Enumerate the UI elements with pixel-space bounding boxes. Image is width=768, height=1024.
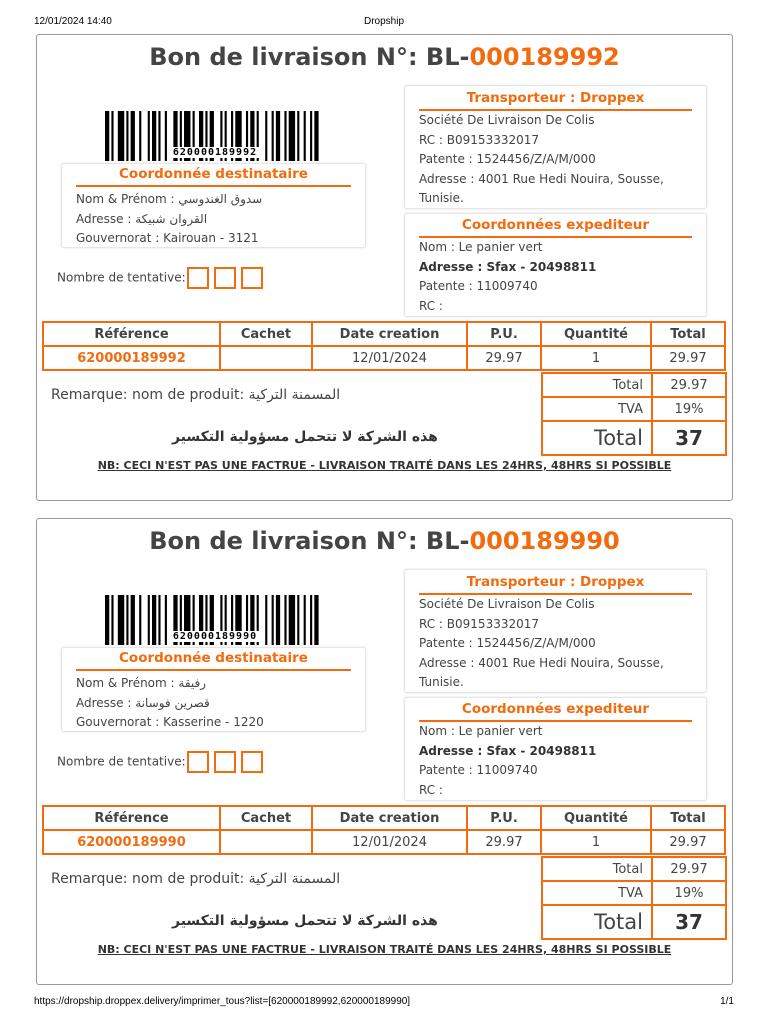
- table-row: [43, 346, 725, 370]
- sender-name: Nom : Le panier vert: [419, 724, 543, 738]
- sender-card: [404, 213, 707, 317]
- recipient-address: قصرين فوسانة: [135, 695, 210, 710]
- items-header-row: [43, 806, 725, 830]
- sender-patente: Patente : 11009740: [419, 763, 538, 777]
- recipient-address-line: Adresse : قصرين فوسانة: [76, 695, 210, 710]
- nb-notice: NB: CECI N'EST PAS UNE FACTRUE - LIVRAISON TRAITÉ DANS LES 24HRS, 48HRS SI POSSIBLE: [97, 943, 672, 956]
- recipient-gov: Kasserine - 1220: [163, 715, 264, 729]
- sender-address: Adresse : Sfax - 20498811: [419, 743, 597, 758]
- print-header: [0, 12, 768, 32]
- liability-notice: هذه الشركة لا تتحمل مسؤولية التكسير: [172, 429, 438, 445]
- col-reference: Référence: [43, 806, 220, 830]
- sender-title: Coordonnées expediteur: [419, 701, 692, 722]
- cell-cachet: [220, 346, 312, 370]
- carrier-card: [404, 85, 707, 209]
- print-title: Dropship: [363, 16, 405, 27]
- print-url: https://dropship.droppex.delivery/imprimer_tous?list=[620000189992,620000189990]: [34, 996, 411, 1007]
- carrier-line-2: RC : B09153332017: [419, 616, 540, 631]
- col-cachet: Cachet: [220, 322, 312, 346]
- items-table: [42, 321, 726, 371]
- barcode-number: 620000189992: [105, 147, 325, 158]
- carrier-line-4: Adresse : 4001 Rue Hedi Nouira, Sousse,: [419, 171, 664, 186]
- col-quantity: Quantité: [541, 322, 651, 346]
- carrier-line-3: Patente : 1524456/Z/A/M/000: [419, 152, 596, 166]
- recipient-gov: Kairouan - 3121: [163, 231, 259, 245]
- carrier-title: Transporteur : Droppex: [419, 90, 692, 111]
- attempt-checkbox-2[interactable]: [214, 267, 236, 289]
- page-number: 1/1: [720, 996, 734, 1007]
- barcode-number: 620000189990: [105, 631, 325, 642]
- remark: Remarque: nom de produit: المسمنة التركية: [51, 871, 341, 887]
- slip-number: 000189992: [469, 43, 620, 71]
- carrier-line-1: Société De Livraison De Colis: [419, 113, 595, 127]
- sender-title: Coordonnées expediteur: [419, 217, 692, 238]
- attempt-checkbox-3[interactable]: [241, 751, 263, 773]
- tva-label: TVA: [542, 881, 652, 905]
- carrier-line-3: Patente : 1524456/Z/A/M/000: [419, 636, 596, 650]
- recipient-address-line: Adresse : القروان شبيكة: [76, 211, 208, 226]
- grand-total-label: Total: [542, 905, 652, 939]
- carrier-line-4: Adresse : 4001 Rue Hedi Nouira, Sousse,: [419, 655, 664, 670]
- slip-title: [37, 527, 732, 555]
- cell-pu: 29.97: [467, 830, 541, 854]
- sender-rc: RC :: [419, 782, 443, 797]
- sender-patente: Patente : 11009740: [419, 279, 538, 293]
- recipient-gov-line: Gouvernorat : Kairouan - 3121: [76, 231, 259, 245]
- attempts-section: [57, 267, 268, 289]
- col-pu: P.U.: [467, 806, 541, 830]
- recipient-address: القروان شبيكة: [135, 211, 208, 226]
- slip-number: 000189990: [469, 527, 620, 555]
- cell-reference: 620000189990: [43, 830, 220, 854]
- totals-table: [541, 856, 727, 940]
- cell-quantity: 1: [541, 830, 651, 854]
- sender-rc: RC :: [419, 298, 443, 313]
- carrier-title: Transporteur : Droppex: [419, 574, 692, 595]
- grand-total-value: 37: [652, 421, 726, 455]
- table-row: [43, 830, 725, 854]
- sender-address: Adresse : Sfax - 20498811: [419, 259, 597, 274]
- grand-total-value: 37: [652, 905, 726, 939]
- recipient-name: سدوق الغندوسي: [178, 192, 263, 206]
- print-datetime: 12/01/2024 14:40: [34, 16, 112, 27]
- col-date: Date creation: [312, 806, 467, 830]
- recipient-card: [61, 647, 366, 732]
- cell-reference: 620000189992: [43, 346, 220, 370]
- items-header-row: [43, 322, 725, 346]
- cell-pu: 29.97: [467, 346, 541, 370]
- slip-title-prefix: Bon de livraison N°: BL-: [149, 43, 470, 71]
- col-total: Total: [651, 322, 725, 346]
- recipient-name: رفيقة: [178, 676, 207, 690]
- tva-value: 19%: [652, 397, 726, 421]
- recipient-name-line: Nom & Prénom : رفيقة: [76, 676, 207, 690]
- subtotal-value: 29.97: [652, 857, 726, 881]
- attempt-checkbox-1[interactable]: [187, 267, 209, 289]
- cell-total: 29.97: [651, 830, 725, 854]
- recipient-title: Coordonnée destinataire: [76, 650, 351, 671]
- grand-total-label: Total: [542, 421, 652, 455]
- carrier-line-1: Société De Livraison De Colis: [419, 597, 595, 611]
- recipient-name-line: Nom & Prénom : سدوق الغندوسي: [76, 192, 263, 206]
- cell-date: 12/01/2024: [312, 830, 467, 854]
- subtotal-label: Total: [542, 857, 652, 881]
- carrier-card: [404, 569, 707, 693]
- liability-notice: هذه الشركة لا تتحمل مسؤولية التكسير: [172, 913, 438, 929]
- remark: Remarque: nom de produit: المسمنة التركية: [51, 387, 341, 403]
- cell-quantity: 1: [541, 346, 651, 370]
- attempts-section: [57, 751, 268, 773]
- cell-date: 12/01/2024: [312, 346, 467, 370]
- col-date: Date creation: [312, 322, 467, 346]
- sender-name: Nom : Le panier vert: [419, 240, 543, 254]
- attempts-label: Nombre de tentative:: [57, 270, 186, 285]
- delivery-slip-2: [36, 518, 733, 985]
- slip-title: [37, 43, 732, 71]
- nb-notice: NB: CECI N'EST PAS UNE FACTRUE - LIVRAISON TRAITÉ DANS LES 24HRS, 48HRS SI POSSIBLE: [97, 459, 672, 472]
- carrier-line-5: Tunisie.: [419, 675, 464, 689]
- totals-table: [541, 372, 727, 456]
- col-reference: Référence: [43, 322, 220, 346]
- recipient-title: Coordonnée destinataire: [76, 166, 351, 187]
- attempts-label: Nombre de tentative:: [57, 754, 186, 769]
- subtotal-value: 29.97: [652, 373, 726, 397]
- print-footer: [0, 994, 768, 1014]
- col-total: Total: [651, 806, 725, 830]
- subtotal-label: Total: [542, 373, 652, 397]
- carrier-line-5: Tunisie.: [419, 191, 464, 205]
- carrier-line-2: RC : B09153332017: [419, 132, 540, 147]
- attempt-checkbox-2[interactable]: [214, 751, 236, 773]
- items-table: [42, 805, 726, 855]
- col-pu: P.U.: [467, 322, 541, 346]
- attempt-checkbox-3[interactable]: [241, 267, 263, 289]
- col-cachet: Cachet: [220, 806, 312, 830]
- cell-cachet: [220, 830, 312, 854]
- tva-label: TVA: [542, 397, 652, 421]
- recipient-gov-line: Gouvernorat : Kasserine - 1220: [76, 715, 264, 729]
- cell-total: 29.97: [651, 346, 725, 370]
- col-quantity: Quantité: [541, 806, 651, 830]
- recipient-card: [61, 163, 366, 248]
- tva-value: 19%: [652, 881, 726, 905]
- slip-title-prefix: Bon de livraison N°: BL-: [149, 527, 470, 555]
- sender-card: [404, 697, 707, 801]
- delivery-slip-1: [36, 34, 733, 501]
- attempt-checkbox-1[interactable]: [187, 751, 209, 773]
